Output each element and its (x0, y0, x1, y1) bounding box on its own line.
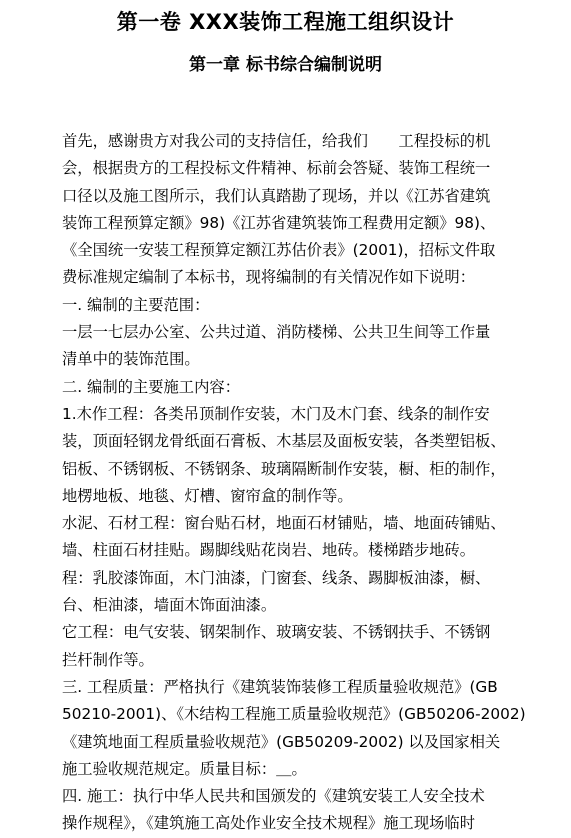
body-line: 三. 工程质量：严格执行《建筑装饰装修工程质量验收规范》(GB (62, 677, 498, 696)
body-line: 1.木作工程：各类吊顶制作安装，木门及木门套、线条的制作安 (62, 404, 490, 423)
body-line: 首先，感谢贵方对我公司的支持信任，给我们 工程投标的机 (62, 132, 491, 150)
body-line: 施工验收规范规定。质量目标：＿。 (62, 759, 307, 778)
body-line: 50210-2001)、《木结构工程施工质量验收规范》(GB50206-2002) (62, 705, 526, 724)
body-line: 四. 施工：执行中华人民共和国颁发的《建筑安装工人安全技术 (62, 787, 485, 806)
body-line: 它工程：电气安装、钢架制作、玻璃安装、不锈钢扶手、不锈钢 (62, 623, 491, 642)
body-line: 拦杆制作等。 (62, 650, 154, 669)
body-line: 操作规程》，《建筑施工高处作业安全技术规程》施工现场临时 (62, 814, 476, 833)
body-line: 清单中的装饰范围。 (62, 350, 200, 369)
body-line: 水泥、石材工程：窗台贴石材，地面石材铺贴，墙、地面砖铺贴、 (62, 514, 506, 533)
body-line: 一层一七层办公室、公共过道、消防楼梯、公共卫生间等工作量 (62, 323, 491, 342)
body-line: 铝板、不锈钢板、不锈钢条、玻璃隔断制作安装，橱、柜的制作， (62, 459, 506, 478)
body-line: 地楞地板、地毯、灯槽、窗帘盒的制作等。 (62, 486, 353, 505)
body-line: 墙、柱面石材挂贴。踢脚线贴花岗岩、地砖。楼梯踏步地砖。 (62, 541, 476, 560)
body-line: 一. 编制的主要范围： (62, 295, 210, 314)
document-title: 第一卷 XXX装饰工程施工组织设计 (116, 10, 455, 34)
document-body (62, 128, 532, 838)
body-line: 口径以及施工图所示，我们认真踏勘了现场，并以《江苏省建筑 (62, 186, 491, 205)
chapter-title: 第一章 标书综合编制说明 (189, 55, 382, 75)
body-line: 装，顶面轻钢龙骨纸面石膏板、木基层及面板安装，各类塑铝板、 (62, 432, 506, 451)
body-line: 会，根据贵方的工程投标文件精神、标前会答疑、装饰工程统一 (62, 159, 491, 178)
body-line: 装饰工程预算定额》98)《江苏省建筑装饰工程费用定额》98)、 (62, 213, 496, 232)
body-line: 二. 编制的主要施工内容： (62, 377, 240, 396)
body-line: 台、柜油漆，墙面木饰面油漆。 (62, 596, 277, 615)
body-line: 《建筑地面工程质量验收规范》(GB50209-2002) 以及国家相关 (62, 732, 501, 751)
body-line: 费标准规定编制了本标书，现将编制的有关情况作如下说明： (62, 268, 476, 287)
body-line: 程：乳胶漆饰面，木门油漆，门窗套、线条、踢脚板油漆，橱、 (62, 568, 491, 587)
body-line: 《全国统一安装工程预算定额江苏估价表》(2001)，招标文件取 (62, 241, 496, 260)
